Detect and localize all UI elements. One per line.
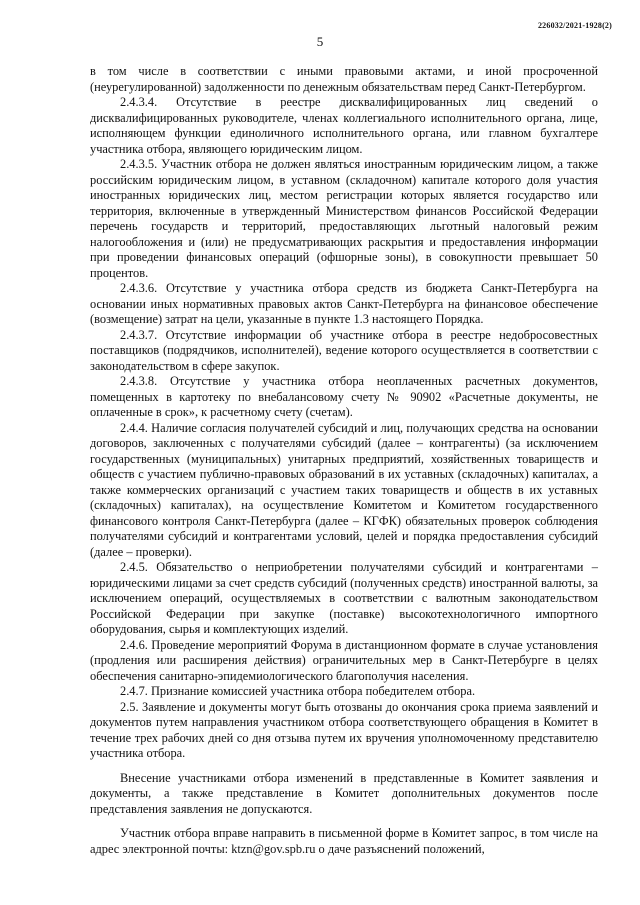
paragraph-changes: Внесение участниками отбора изменений в представленные в Комитет заявления и документы, а также представление в Комитет дополнительных документов после представления заявления не допускаются. <box>90 770 598 816</box>
paragraph-2-4-3-5: 2.4.3.5. Участник отбора не должен являться иностранным юридическим лицом, а также российским юридическим лицом, в уставном (складочном) капитале которого доля участия иностранных юридических лиц, местом регистрации которых является государство или территория, включенные в утвержденный Министерством финансов Российской Федерации перечень государств и территорий, предоставляющих льготный налоговый режим налогообложения и (или) не предусматривающих раскрытия и предоставления информации при проведении финансовых операций (офшорные зоны), в совокупности превышает 50 процентов. <box>90 157 598 280</box>
paragraph-2-4-4: 2.4.4. Наличие согласия получателей субсидий и лиц, получающих средства на основании договоров, заключенных с получателями субсидий (далее – контрагенты) (за исключением государственных (муниципальных) унитарных предприятий, хозяйственных товариществ и обществ с участием публично-правовых образований в их уставных (складочных) капиталах, а также коммерческих организаций с участием таких товариществ и обществ в их уставных (складочных) капиталах), на осуществление Комитетом и Комитетом государственного финансового контроля Санкт-Петербурга (далее – КГФК) обязательных проверок соблюдения получателями субсидий и контрагентами условий, целей и порядка предоставления субсидий (далее – проверки). <box>90 420 598 559</box>
paragraph-2-4-3-7: 2.4.3.7. Отсутствие информации об участнике отбора в реестре недобросовестных поставщиков (подрядчиков, исполнителей), ведение которого осуществляется в соответствии с законодательством в сфере закупок. <box>90 327 598 373</box>
paragraph-2-4-6: 2.4.6. Проведение мероприятий Форума в дистанционном формате в случае установления (продления или расширения действия) ограничительных мер в Санкт-Петербурге в целях обеспечения санитарно-эпидемиологического благополучия населения. <box>90 637 598 683</box>
paragraph-2-5: 2.5. Заявление и документы могут быть отозваны до окончания срока приема заявлений и документов путем направления участником отбора соответствующего обращения в Комитет в течение трех рабочих дней со дня отзыва путем их вручения уполномоченному представителю участника отбора. <box>90 699 598 760</box>
paragraph-2-4-3-4: 2.4.3.4. Отсутствие в реестре дисквалифицированных лиц сведений о дисквалифицированных руководителе, членах коллегиального исполнительного органа, лице, исполняющем функции единоличного исполнительного органа, или главном бухгалтере участника отбора, являющего юридическим лицом. <box>90 95 598 156</box>
page-number: 5 <box>316 34 324 49</box>
document-body <box>90 64 598 857</box>
document-number: 226032/2021-1928(2) <box>537 21 612 30</box>
paragraph-2-4-5: 2.4.5. Обязательство о неприобретении получателями субсидий и контрагентами – юридическими лицами за счет средств субсидий (полученных средств) иностранной валюты, за исключением операций, осуществляемых в соответствии с валютным законодательством Российской Федерации при закупке (поставке) высокотехнологичного импортного оборудования, сырья и комплектующих изделий. <box>90 560 598 636</box>
paragraph-2-4-7: 2.4.7. Признание комиссией участника отбора победителем отбора. <box>120 684 476 698</box>
paragraph-continuation: в том числе в соответствии с иными правовыми актами, и иной просроченной (неурегулированной) задолженности по денежным обязательствам перед Санкт-Петербургом. <box>90 64 598 94</box>
paragraph-2-4-3-8: 2.4.3.8. Отсутствие у участника отбора неоплаченных расчетных документов, помещенных в картотеку по внебалансовому счету № 90902 «Расчетные документы, не оплаченные в срок», к расчетному счету (счетам). <box>90 374 598 419</box>
paragraph-request: Участник отбора вправе направить в письменной форме в Комитет запрос, в том числе на адрес электронной почты: ktzn@gov.spb.ru о даче разъяснений положений, <box>90 826 598 856</box>
paragraph-2-4-3-6: 2.4.3.6. Отсутствие у участника отбора средств из бюджета Санкт-Петербурга на основании иных нормативных правовых актов Санкт-Петербурга на финансовое обеспечение (возмещение) затрат на цели, указанные в пункте 1.3 настоящего Порядка. <box>90 281 598 326</box>
